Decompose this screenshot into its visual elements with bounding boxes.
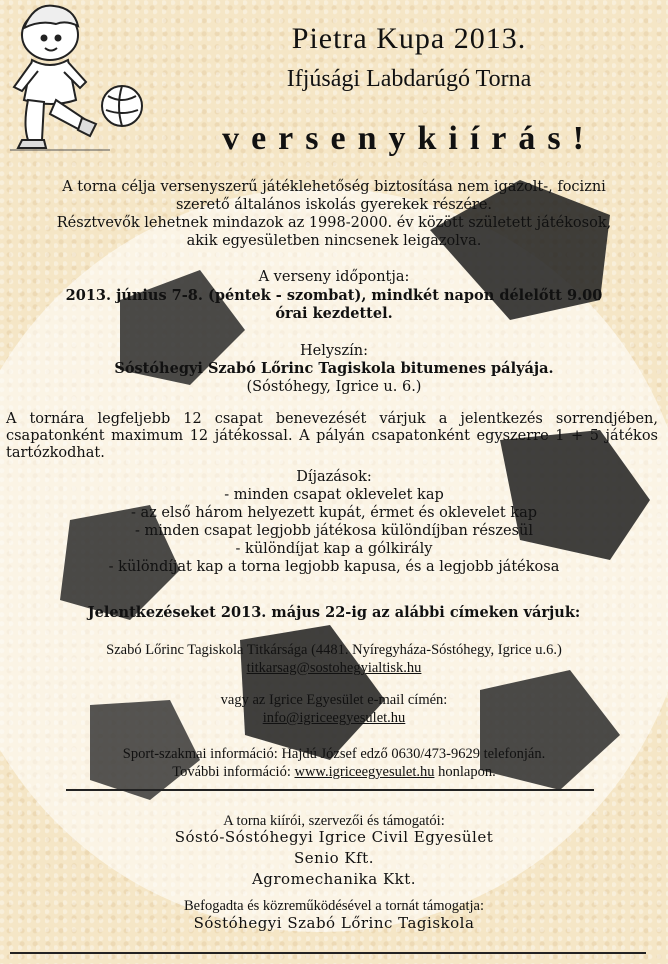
website-link[interactable]: www.igriceegyesulet.hu [294, 764, 435, 780]
boy-kicking-ball-icon [0, 0, 150, 160]
organizer-item: Agromechanika Kkt. [251, 870, 417, 888]
club-email-link[interactable]: info@igriceegyesulet.hu [262, 710, 406, 726]
intro-line-2: szerető általános iskolás gyerekek részére. [175, 197, 493, 213]
intro-line-4: akik egyesületben nincsenek leigazolva. [186, 233, 482, 249]
award-item: - az első három helyezett kupát, érmet és oklevelet kap [130, 505, 538, 521]
office-email-link[interactable]: titkarsag@sostohegyialtisk.hu [246, 660, 422, 676]
sport-info: Sport-szakmai információ: Hajdú József edző 0630/473-9629 telefonján. [122, 746, 546, 762]
divider-bottom [10, 952, 646, 954]
intro-line-3: Résztvevők lehetnek mindazok az 1998-2000. év között született játékosok, [56, 215, 612, 231]
organizers-label: A torna kiírói, szervezői és támogatói: [223, 813, 445, 829]
headline: versenykiírás! [222, 120, 596, 157]
awards-label: Díjazások: [296, 469, 372, 485]
schedule-line-2: órai kezdettel. [275, 305, 393, 322]
subtitle: Ifjúsági Labdarúgó Torna [286, 66, 532, 92]
club-email-label: vagy az Igrice Egyesület e-mail címén: [220, 692, 448, 708]
teams-paragraph: A tornára legfeljebb 12 csapat benevezését várjuk a jelentkezés sorrendjében, csapatonként maximum 12 játékossal. A pályán csapatonként egyszerre 1 + 5 játékos tartózkodhat. [6, 411, 658, 461]
registration-office: Szabó Lőrinc Tagiskola Titkársága (4481. Nyíregyháza-Sóstóhegy, Igrice u.6.) [106, 642, 562, 658]
more-info [0, 764, 668, 781]
award-item: - különdíjat kap a torna legjobb kapusa, és a legjobb játékosa [108, 559, 560, 575]
intro-line-1: A torna célja versenyszerű játéklehetőség biztosítása nem igazolt-, focizni [62, 179, 606, 195]
organizer-item: Sóstó-Sóstóhegyi Igrice Civil Egyesület [174, 828, 494, 846]
award-item: - minden csapat oklevelet kap [224, 487, 444, 503]
registration-heading: Jelentkezéseket 2013. május 22-ig az alábbi címeken várjuk: [87, 604, 581, 621]
host-label: Befogadta és közreműködésével a tornát támogatja: [184, 898, 484, 914]
divider-top [66, 789, 594, 791]
organizer-item: Senio Kft. [294, 849, 374, 867]
host-name: Sóstóhegyi Szabó Lőrinc Tagiskola [193, 914, 475, 932]
schedule-label: A verseny időpontja: [258, 269, 410, 285]
more-info-suffix: honlapon. [434, 764, 496, 780]
award-item: - különdíjat kap a gólkirály [235, 541, 433, 557]
schedule-line-1: 2013. június 7-8. (péntek - szombat), mindkét napon délelőtt 9.00 [65, 287, 603, 304]
award-item: - minden csapat legjobb játékosa különdíjban részesül [135, 523, 533, 539]
title: Pietra Kupa 2013. [291, 22, 527, 55]
more-info-prefix: További információ: [172, 764, 295, 780]
venue-address: (Sóstóhegy, Igrice u. 6.) [246, 379, 422, 395]
venue-name: Sóstóhegyi Szabó Lőrinc Tagiskola bitumenes pályája. [114, 360, 554, 377]
venue-label: Helyszín: [300, 343, 368, 359]
